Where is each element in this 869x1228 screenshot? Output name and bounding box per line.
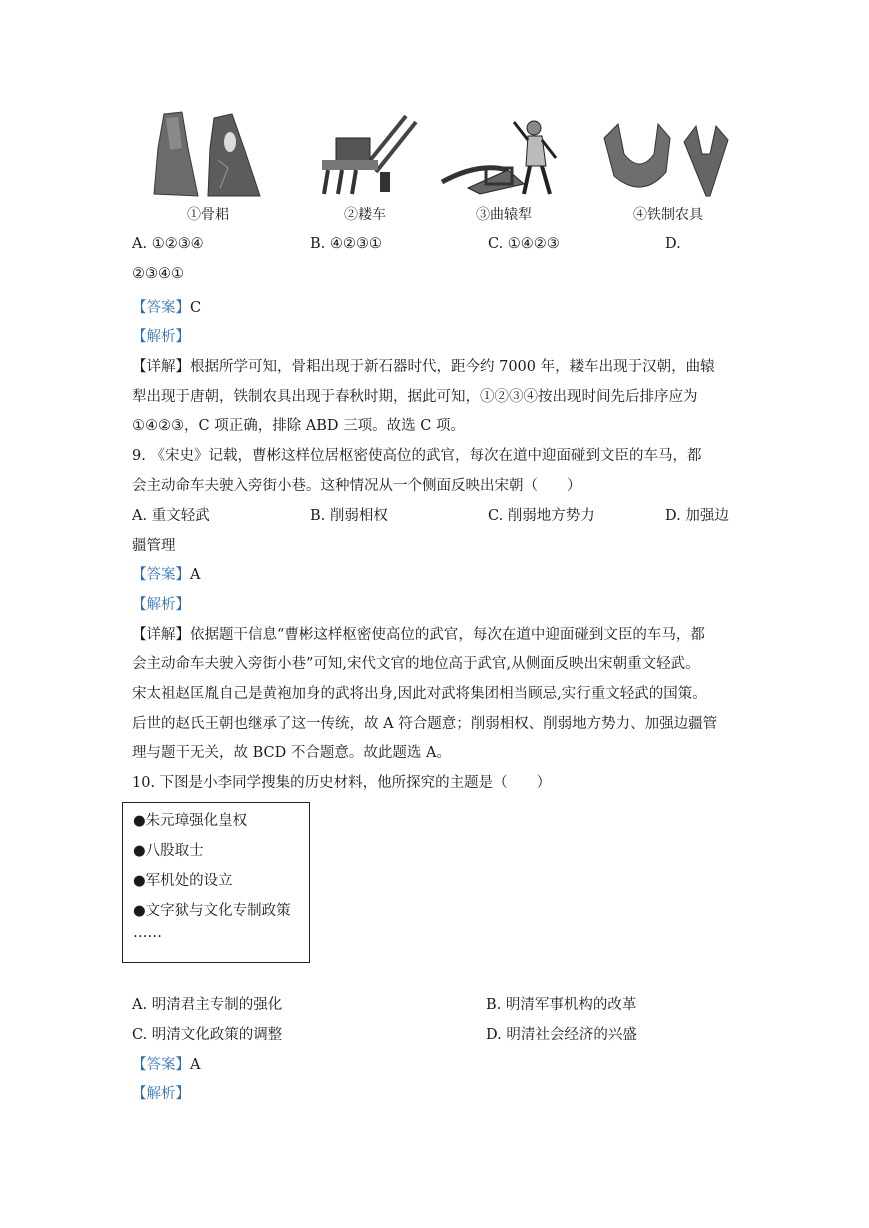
q9-detail-line-4: 后世的赵氏王朝也继承了这一传统，故 A 符合题意；削弱相权、削弱地方势力、加强边疆管 [132, 716, 718, 732]
q8-option-a: A. ①②③④ [132, 236, 204, 252]
q10-answer [132, 1053, 200, 1074]
detail-tag: 【详解】 [132, 359, 190, 375]
q8-detail-line-2: 犁出现于唐朝，铁制农具出现于春秋时期，据此可知，①②③④按出现时间先后排序应为 [132, 389, 698, 405]
q9-detail-line-5: 理与题干无关，故 BCD 不合题意。故此题选 A。 [132, 745, 451, 761]
figure-caption-2: ②耧车 [344, 207, 386, 223]
answer-value: C [190, 300, 202, 316]
q9-answer [132, 563, 200, 584]
material-item-4: ●文字狱与文化专制政策 [133, 903, 291, 919]
figure-caption-4: ④铁制农具 [633, 207, 703, 223]
material-box [122, 802, 310, 963]
answer-value: A [190, 567, 201, 583]
material-item-2: ●八股取士 [133, 843, 204, 859]
q8-answer [132, 296, 201, 317]
q9-option-c: C. 削弱地方势力 [488, 508, 595, 524]
material-item-1: ●朱元璋强化皇权 [133, 813, 248, 829]
material-item-3: ●军机处的设立 [133, 873, 233, 889]
bone-spade-icon [148, 108, 268, 200]
q8-option-b: B. ④②③① [310, 236, 382, 252]
answer-tag: 【答案】 [132, 567, 190, 583]
curved-plough-icon [438, 108, 568, 200]
q9-stem-line-2: 会主动命车夫驶入旁街小巷。这种情况从一个侧面反映出宋朝（ ） [132, 478, 582, 494]
q10-option-a: A. 明清君主专制的强化 [132, 997, 283, 1013]
q8-option-d-cont: ②③④① [132, 266, 184, 282]
q8-option-d: D. [665, 236, 681, 252]
q8-detail-line-1 [132, 355, 715, 376]
q9-option-d-cont: 疆管理 [132, 538, 176, 554]
q9-analysis-tag: 【解析】 [132, 597, 190, 613]
iron-tools-icon [598, 114, 738, 206]
q8-option-c: C. ①④②③ [488, 236, 560, 252]
q10-option-d: D. 明清社会经济的兴盛 [486, 1027, 637, 1043]
material-item-5: …… [133, 925, 162, 941]
detail-text: 依据题干信息“曹彬这样枢密使高位的武官，每次在道中迎面碰到文臣的车马，都 [190, 627, 705, 643]
seed-drill-icon [314, 108, 424, 200]
answer-tag: 【答案】 [132, 1057, 190, 1073]
q9-detail-line-1 [132, 623, 705, 644]
q8-detail-line-3: ①④②③，C 项正确，排除 ABD 三项。故选 C 项。 [132, 418, 465, 434]
q9-stem-line-1: 9. 《宋史》记载，曹彬这样位居枢密使高位的武官，每次在道中迎面碰到文臣的车马，都 [132, 448, 702, 464]
q10-stem: 10. 下图是小李同学搜集的历史材料，他所探究的主题是（ ） [132, 775, 552, 791]
answer-tag: 【答案】 [132, 300, 190, 316]
figure-caption-3: ③曲辕犁 [476, 207, 532, 223]
q10-option-b: B. 明清军事机构的改革 [486, 997, 637, 1013]
figure-caption-1: ①骨耜 [187, 207, 229, 223]
q10-option-c: C. 明清文化政策的调整 [132, 1027, 283, 1043]
q9-option-d: D. 加强边 [665, 508, 729, 524]
q9-option-a: A. 重文轻武 [132, 508, 210, 524]
answer-value: A [190, 1057, 201, 1073]
q10-analysis-tag: 【解析】 [132, 1086, 190, 1102]
detail-tag: 【详解】 [132, 627, 190, 643]
q8-analysis-tag: 【解析】 [132, 329, 190, 345]
q9-detail-line-3: 宋太祖赵匡胤自己是黄袍加身的武将出身,因此对武将集团相当顾忌,实行重文轻武的国策。 [132, 686, 707, 702]
detail-text: 根据所学可知，骨耜出现于新石器时代，距今约 7000 年，耧车出现于汉朝，曲辕 [190, 359, 715, 375]
q9-detail-line-2: 会主动命车夫驶入旁街小巷”可知,宋代文官的地位高于武官,从侧面反映出宋朝重文轻武。 [132, 656, 700, 672]
q9-option-b: B. 削弱相权 [310, 508, 388, 524]
